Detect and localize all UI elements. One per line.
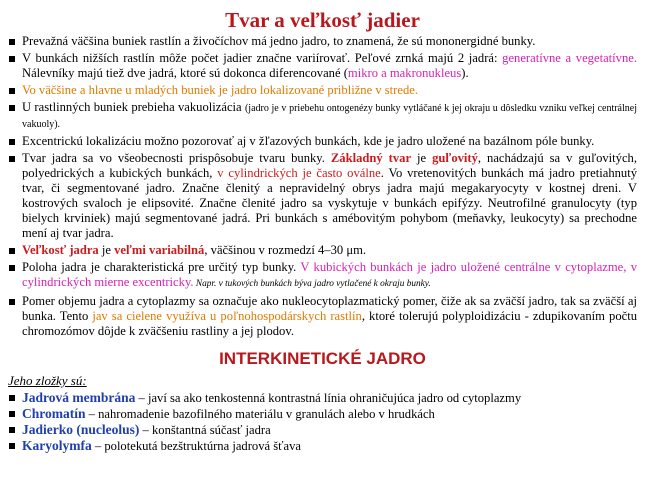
text-segment: Napr. v tukových bunkách býva jadro vytlačené k okraju bunky. — [193, 279, 431, 289]
component-name: Jadrová membrána — [22, 390, 136, 405]
bullet-list — [8, 34, 637, 339]
text-segment: veľmi variabilná — [114, 243, 205, 257]
section-heading: INTERKINETICKÉ JADRO — [219, 349, 426, 368]
component-description: – polotekutá bezštruktúrna jadrová šťava — [91, 439, 302, 453]
text-segment: Pomer objemu jadra a cytoplazmy sa označuje ako nukleocytoplazmatický pomer, čiže ak sa zväčší jadro, tak sa zväčší aj bunka. Tento — [22, 294, 637, 323]
text-segment: V kubických bunkách je jadro uložené centrálne v cytoplazme, v cylindrických mierne excentricky. — [22, 260, 637, 289]
text-segment: (jadro je v priebehu ontogenézy bunky vytláčané k jej okraju u dôsledku vzniku veľkej centrálnej vakuoly). — [22, 103, 637, 130]
component-description: – javí sa ako tenkostenná kontrastná línia ohraničujúca jadro od cytoplazmy — [135, 391, 522, 405]
component-description: – konštantná súčasť jadra — [139, 423, 271, 437]
document-title: Tvar a veľkosť jadier — [225, 8, 420, 32]
component-name: Chromatín — [22, 406, 86, 421]
text-segment: Tvar jadra sa vo všeobecnosti prispôsobuje tvaru bunky. — [22, 151, 331, 165]
component-item — [8, 438, 637, 454]
bullet-paragraph — [8, 34, 637, 49]
text-segment: Veľkosť jadra — [22, 243, 99, 257]
components-list — [8, 390, 637, 454]
text-segment: , väčšinou v rozmedzí 4–30 μm. — [204, 243, 367, 257]
component-name: Karyolymfa — [22, 438, 92, 453]
bullet-paragraph — [8, 294, 637, 339]
text-segment: , nachádzajú sa v guľovitých, polyedrických a kubických bunkách, — [22, 151, 637, 180]
text-segment: generatívne a vegetatívne. — [502, 51, 637, 65]
text-segment: je — [98, 243, 115, 257]
text-segment: U rastlinných buniek prebieha vakuolizácia — [22, 100, 245, 114]
text-segment: V bunkách nižších rastlín môže počet jadier značne variírovať. Peľové zrnká majú 2 jadrá: — [22, 51, 503, 65]
text-segment: . Vo vretenovitých bunkách má jadro pretiahnutý tvar, či segmentované jadro. Značne členitý a nepravidelný obrys jadra majú megakaryocyty v kostnej dreni. V kostrových svaloch je elipsovité. Značne členité jadro sa vyskytuje v bunkách epifýzy. Neutrofilné granulocyty (typ bielych krviniek) majú segmentované jadrá. Pri bunkách s amébovitým pohybom (meňavky, leukocyty) sa prechodne mení aj tvar jadra. — [22, 166, 637, 240]
component-description: – nahromadenie bazofilného materiálu v granulách alebo v hrudkách — [85, 407, 435, 421]
bullet-paragraph — [8, 134, 637, 149]
text-segment: Nálevníky majú tiež dve jadrá, ktoré sú dokonca diferencované ( — [22, 66, 348, 80]
text-segment: Prevažná väčšina buniek rastlín a živočíchov má jedno jadro, to znamená, že sú mononergidné bunky. — [22, 34, 536, 48]
text-segment: Excentrickú lokalizáciu možno pozorovať aj v žľazových bunkách, kde je jadro uložené na bazálnom póle bunky. — [22, 134, 595, 148]
text-segment: Poloha jadra je charakteristická pre určitý typ bunky. — [22, 260, 301, 274]
text-segment: mikro a makronukleus — [347, 66, 462, 80]
text-segment: , ktoré tolerujú polyploidizáciu - zdupikovaním počtu chromozómov dôjde k zväčšeniu rastliny a jej plodov. — [22, 309, 638, 338]
bullet-paragraph — [8, 100, 637, 132]
text-segment: guľovitý — [432, 151, 478, 165]
bullet-paragraph — [8, 260, 637, 292]
bullet-paragraph — [8, 51, 637, 81]
component-name: Jadierko (nucleolus) — [22, 422, 140, 437]
bullet-paragraph — [8, 151, 637, 241]
text-segment: Vo väčšine a hlavne u mladých buniek je jadro lokalizované približne v strede. — [22, 83, 418, 97]
component-item — [8, 406, 637, 422]
text-segment: je — [411, 151, 433, 165]
text-segment: ). — [461, 66, 469, 80]
components-label: Jeho zložky sú: — [8, 373, 87, 388]
text-segment: Základný tvar — [330, 151, 412, 165]
bullet-paragraph — [8, 83, 637, 98]
bullet-paragraph — [8, 243, 637, 258]
component-item — [8, 390, 637, 406]
text-segment: jav sa cielene využíva u poľnohospodárskych rastlín — [92, 309, 362, 323]
text-segment: v cylindrických je často oválne — [217, 166, 381, 180]
component-item — [8, 422, 637, 438]
